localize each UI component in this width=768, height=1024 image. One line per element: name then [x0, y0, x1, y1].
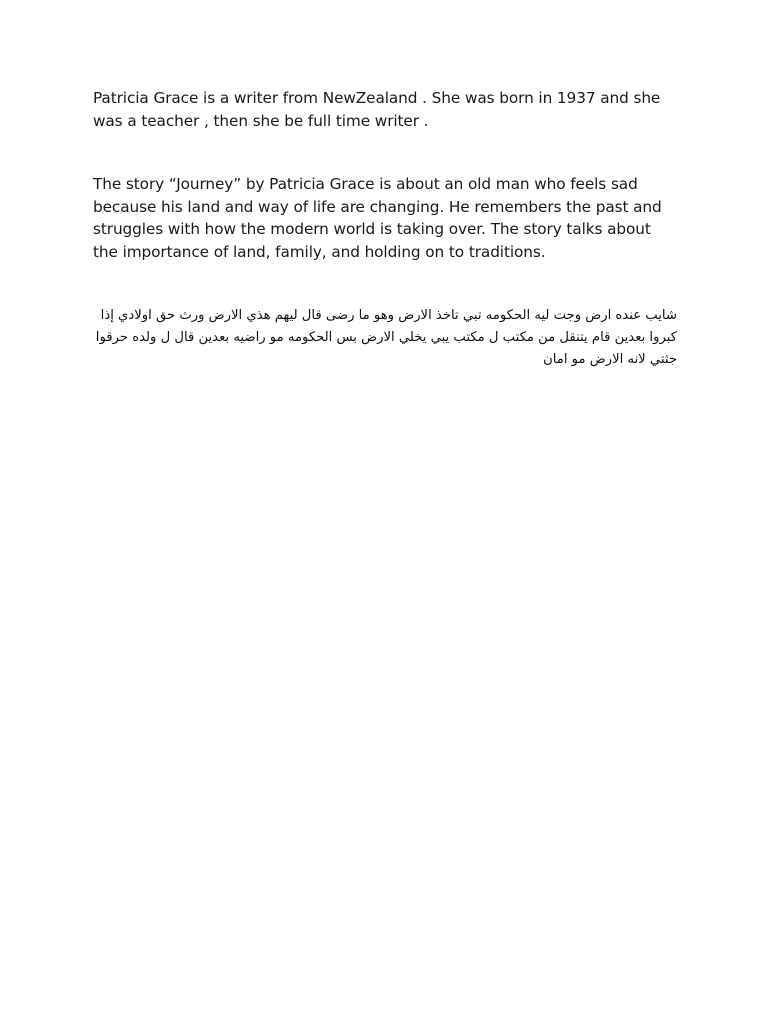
paragraph-arabic-summary: شايب عنده ارض وجت ليه الحكومه تبي تاخذ الارض وهو ما رضى قال ليهم هذي الارض ورث حق اولادي إذا كبروا بعدين قام يتنقل من مكتب ل مكتب يبي يخلي الارض بس الحكومه مو راضيه بعدين قال ل ولده حرقوا جثتي لانه الارض مو امان [95, 308, 677, 367]
paragraph-story-summary: The story “Journey” by Patricia Grace is about an old man who feels sad because his land and way of life are changing. He remembers the past and struggles with how the modern world is taking over. The story talks about the importance of land, family, and holding on to traditions. [93, 175, 662, 261]
paragraph-author-bio: Patricia Grace is a writer from NewZealand . She was born in 1937 and she was a teacher , then she be full time writer . [93, 89, 661, 130]
